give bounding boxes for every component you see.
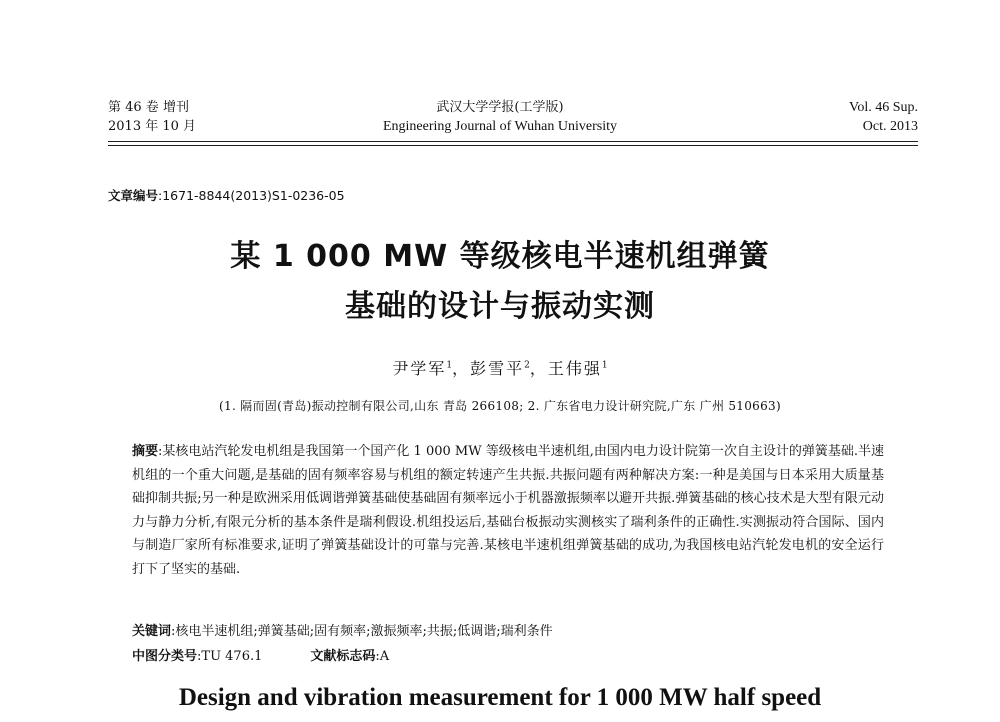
abstract-text: :某核电站汽轮发电机组是我国第一个国产化 1 000 MW 等级核电半速机组,由国内电力设计院第一次自主设计的弹簧基础.半速机组的一个重大问题,是基础的固有频率容易与机组的额定转速产生共振.共振问题有两种解决方案:一种是美国与日本采用大质量基础抑制共振;另一种是欧洲采用低调谐弹簧基础使基础固有频率远小于机器激振频率以避开共振.弹簧基础的核心技术是大型有限元动力与静力分析,有限元分析的基本条件是瑞利假设.机组投运后,基础台板振动实测核实了瑞利条件的正确性.实测振动符合国际、国内与制造厂家所有标准要求,证明了弹簧基础设计的可靠与完善.某核电半速机组弹簧基础的成功,为我国核电站汽轮发电机的安全运行打下了坚实的基础. [132, 444, 884, 577]
article-number-label: 文章编号 [108, 188, 159, 203]
title-line-1: 某 1 000 MW 等级核电半速机组弹簧 [230, 239, 770, 274]
doc-code-label: 文献标志码 [310, 649, 376, 664]
author-2: 彭雪平 [470, 359, 525, 378]
article-number-value: :1671-8844(2013)S1-0236-05 [158, 188, 345, 203]
header-volume-issue: 第 46 卷 增刊 [108, 100, 189, 115]
english-title: Design and vibration measurement for 1 000 MW half speed [178, 684, 822, 711]
abstract-label: 摘要 [132, 444, 159, 459]
running-header-vol-en [849, 98, 918, 136]
author-1-affil: 1 [446, 360, 453, 371]
affiliations: (1. 隔而固(青岛)振动控制有限公司,山东 青岛 266108; 2. 广东省电力设计研究院,广东 广州 510663) [219, 399, 781, 413]
classification-line [132, 645, 884, 664]
header-rule-thin [108, 145, 918, 146]
keywords [132, 620, 884, 639]
running-header-volume [108, 98, 196, 136]
keywords-label: 关键词 [132, 624, 172, 639]
clc-value: :TU 476.1 [197, 649, 263, 664]
header-journal-cn: 武汉大学学报(工学版) [436, 100, 564, 115]
abstract [132, 440, 884, 581]
title-line-2: 基础的设计与振动实测 [345, 289, 655, 324]
header-date: 2013 年 10 月 [108, 119, 197, 134]
clc-label: 中图分类号 [132, 649, 198, 664]
author-separator: ， [529, 359, 548, 378]
header-vol-en: Vol. 46 Sup. [849, 100, 918, 115]
author-3-affil: 1 [601, 360, 608, 371]
running-header-journal [340, 98, 660, 136]
author-2-affil: 2 [524, 360, 530, 371]
author-1: 尹学军 [392, 359, 447, 378]
header-journal-en: Engineering Journal of Wuhan University [382, 119, 617, 134]
article-number [108, 186, 345, 204]
header-date-en: Oct. 2013 [862, 119, 918, 134]
author-separator: ， [452, 359, 471, 378]
header-rule-thick [108, 141, 918, 142]
author-3: 王伟强 [547, 359, 602, 378]
paper-title [140, 232, 860, 332]
doc-code-value: :A [375, 649, 390, 664]
author-list [140, 356, 860, 379]
keywords-text: :核电半速机组;弹簧基础;固有频率;激振频率;共振;低调谐;瑞利条件 [171, 624, 553, 639]
